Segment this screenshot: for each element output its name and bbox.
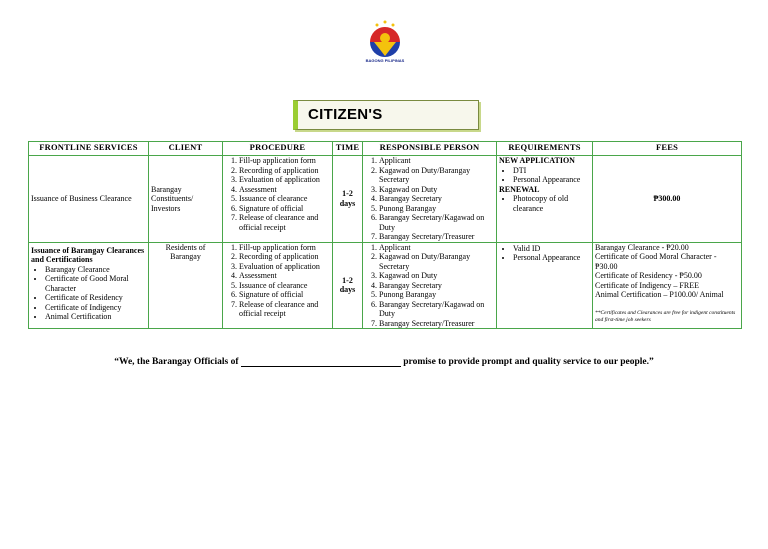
responsible-person: 3. Kagawad on Duty (379, 185, 494, 195)
fee-amount: ₱300.00 (653, 194, 681, 203)
service-item: • Certificate of Indigency (45, 303, 146, 313)
pledge-start: “We, the Barangay Officials of (114, 357, 239, 367)
renewal-list (499, 194, 590, 213)
procedure-cell (223, 156, 333, 243)
service-item: • Barangay Clearance (45, 265, 146, 275)
requirement-item: • DTI (513, 166, 590, 176)
page-title-box (293, 100, 479, 130)
responsible-person-cell (363, 156, 497, 243)
service-pledge (0, 357, 768, 367)
fee-line: Certificate of Residency - ₱50.00 (595, 271, 702, 280)
responsible-person: 4. Barangay Secretary (379, 194, 494, 204)
fee-line: Certificate of Good Moral Character - ₱30.00 (595, 252, 717, 271)
processing-time: 1-2 days (339, 275, 356, 295)
responsible-person-cell (363, 242, 497, 329)
new-application-list (499, 166, 590, 185)
service-list (31, 265, 146, 322)
fees-cell (593, 242, 742, 329)
procedure-list (225, 243, 330, 319)
requirement-item: • Personal Appearance (513, 175, 590, 185)
responsible-person: 2. Kagawad on Duty/Barangay Secretary (379, 252, 494, 271)
procedure-step: 1. Fill-up application form (239, 243, 330, 253)
service-item: • Certificate of Good Moral Character (45, 274, 146, 293)
fees-note: **Certificates and Clearances are free for indigent constituents and first-time job seekers (595, 309, 736, 323)
client-name: Residents of Barangay (165, 242, 206, 261)
responsible-person: 7. Barangay Secretary/Treasurer (379, 232, 494, 242)
responsible-person: 3. Kagawad on Duty (379, 271, 494, 281)
procedure-list (225, 156, 330, 232)
header-responsible-person: RESPONSIBLE PERSON (363, 142, 497, 156)
renewal-heading: RENEWAL (499, 184, 540, 194)
responsible-person: 2. Kagawad on Duty/Barangay Secretary (379, 166, 494, 185)
time-cell (333, 156, 363, 243)
client-cell (149, 242, 223, 329)
header-procedure: PROCEDURE (223, 142, 333, 156)
service-cell (29, 156, 149, 243)
requirement-item: • Photocopy of old clearance (513, 194, 590, 213)
header-time: TIME (333, 142, 363, 156)
responsible-person: 7. Barangay Secretary/Treasurer (379, 319, 494, 329)
procedure-step: 6. Signature of official (239, 290, 330, 300)
client-cell (149, 156, 223, 243)
procedure-step: 3. Evaluation of application (239, 175, 330, 185)
requirement-item: • Personal Appearance (513, 253, 590, 263)
fee-line: Certificate of Indigency – FREE (595, 280, 699, 290)
barangay-name-blank (241, 357, 401, 367)
responsible-person: 4. Barangay Secretary (379, 281, 494, 291)
service-heading: Issuance of Barangay Clearances and Certifications (31, 245, 145, 264)
procedure-step: 2. Recording of application (239, 252, 330, 262)
responsible-person-list (365, 156, 494, 242)
requirements-list (499, 244, 590, 263)
fee-line: Animal Certification – P100.00/ Animal (595, 290, 724, 299)
responsible-person: 5. Punong Barangay (379, 204, 494, 214)
responsible-person: 6. Barangay Secretary/Kagawad on Duty (379, 213, 494, 232)
responsible-person: 5. Punong Barangay (379, 290, 494, 300)
procedure-step: 1. Fill-up application form (239, 156, 330, 166)
procedure-step: 7. Release of clearance and official receipt (239, 213, 330, 232)
requirements-cell (497, 242, 593, 329)
table-header-row (29, 142, 742, 156)
service-cell (29, 242, 149, 329)
page-title: CITIZEN'S (308, 106, 383, 123)
service-name: Issuance of Business Clearance (31, 194, 132, 203)
new-application-heading: NEW APPLICATION (499, 156, 575, 165)
client-name: Barangay Constituents/ Investors (151, 184, 194, 213)
procedure-cell (223, 242, 333, 329)
procedure-step: 3. Evaluation of application (239, 262, 330, 272)
procedure-step: 5. Issuance of clearance (239, 194, 330, 204)
procedure-step: 2. Recording of application (239, 166, 330, 176)
procedure-step: 7. Release of clearance and official receipt (239, 300, 330, 319)
requirement-item: • Valid ID (513, 244, 590, 254)
procedure-step: 4. Assessment (239, 271, 330, 281)
time-cell (333, 242, 363, 329)
header-requirements: REQUIREMENTS (497, 142, 593, 156)
responsible-person: 1. Applicant (379, 156, 494, 166)
responsible-person: 1. Applicant (379, 243, 494, 253)
table-row (29, 242, 742, 329)
table-row (29, 156, 742, 243)
procedure-step: 4. Assessment (239, 185, 330, 195)
fee-cell (593, 156, 742, 243)
procedure-step: 6. Signature of official (239, 204, 330, 214)
service-item: • Certificate of Residency (45, 293, 146, 303)
procedure-step: 5. Issuance of clearance (239, 281, 330, 291)
requirements-cell (497, 156, 593, 243)
processing-time: 1-2 days (339, 189, 356, 208)
pledge-end: promise to provide prompt and quality service to our people.” (403, 357, 654, 367)
logo-caption: BAGONG PILIPINAS (365, 58, 405, 63)
citizens-charter-table (28, 141, 742, 329)
header-frontline-services: FRONTLINE SERVICES (29, 142, 149, 156)
responsible-person-list (365, 243, 494, 329)
responsible-person: 6. Barangay Secretary/Kagawad on Duty (379, 300, 494, 319)
header-fees: FEES (593, 142, 742, 156)
header-client: CLIENT (149, 142, 223, 156)
fee-line: Barangay Clearance - ₱20.00 (595, 242, 689, 252)
service-item: • Animal Certification (45, 312, 146, 322)
